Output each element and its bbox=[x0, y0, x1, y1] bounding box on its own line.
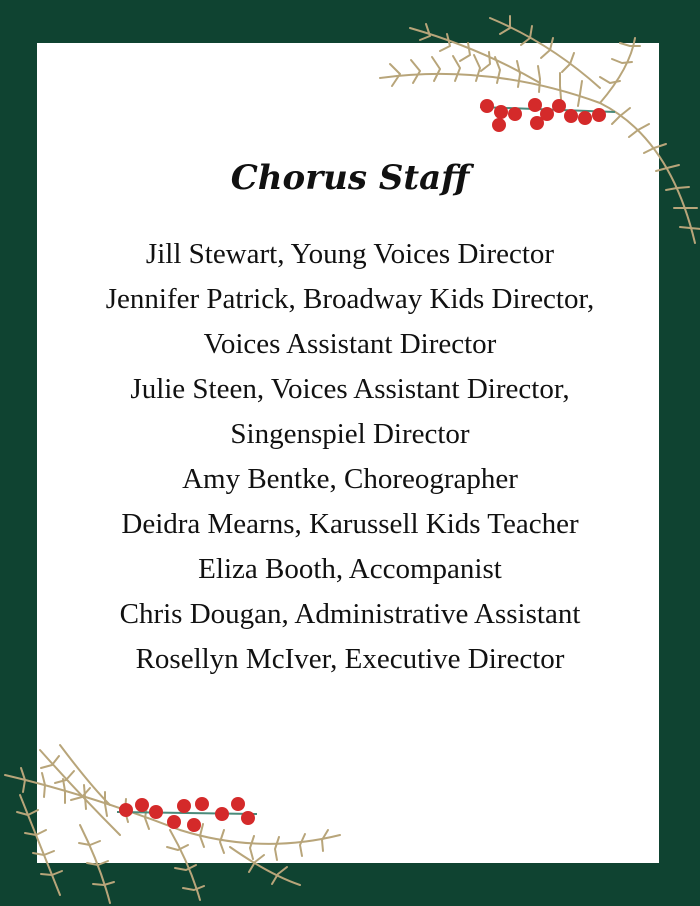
staff-list bbox=[0, 232, 700, 682]
staff-line: Rosellyn McIver, Executive Director bbox=[135, 643, 565, 675]
staff-line: Amy Bentke, Choreographer bbox=[182, 463, 518, 495]
staff-line: Jill Stewart, Young Voices Director bbox=[145, 238, 555, 270]
page-title: Chorus Staff bbox=[230, 158, 470, 198]
staff-line: Singenspiel Director bbox=[230, 418, 470, 450]
staff-line: Deidra Mearns, Karussell Kids Teacher bbox=[121, 508, 579, 540]
staff-line: Chris Dougan, Administrative Assistant bbox=[119, 598, 581, 630]
holly-berries-icon bbox=[475, 92, 620, 137]
staff-line: Voices Assistant Director bbox=[203, 328, 497, 360]
staff-line: Julie Steen, Voices Assistant Director, bbox=[130, 373, 570, 405]
staff-line: Eliza Booth, Accompanist bbox=[198, 553, 502, 585]
staff-line: Jennifer Patrick, Broadway Kids Director, bbox=[105, 283, 595, 315]
holly-berries-icon bbox=[112, 792, 262, 837]
